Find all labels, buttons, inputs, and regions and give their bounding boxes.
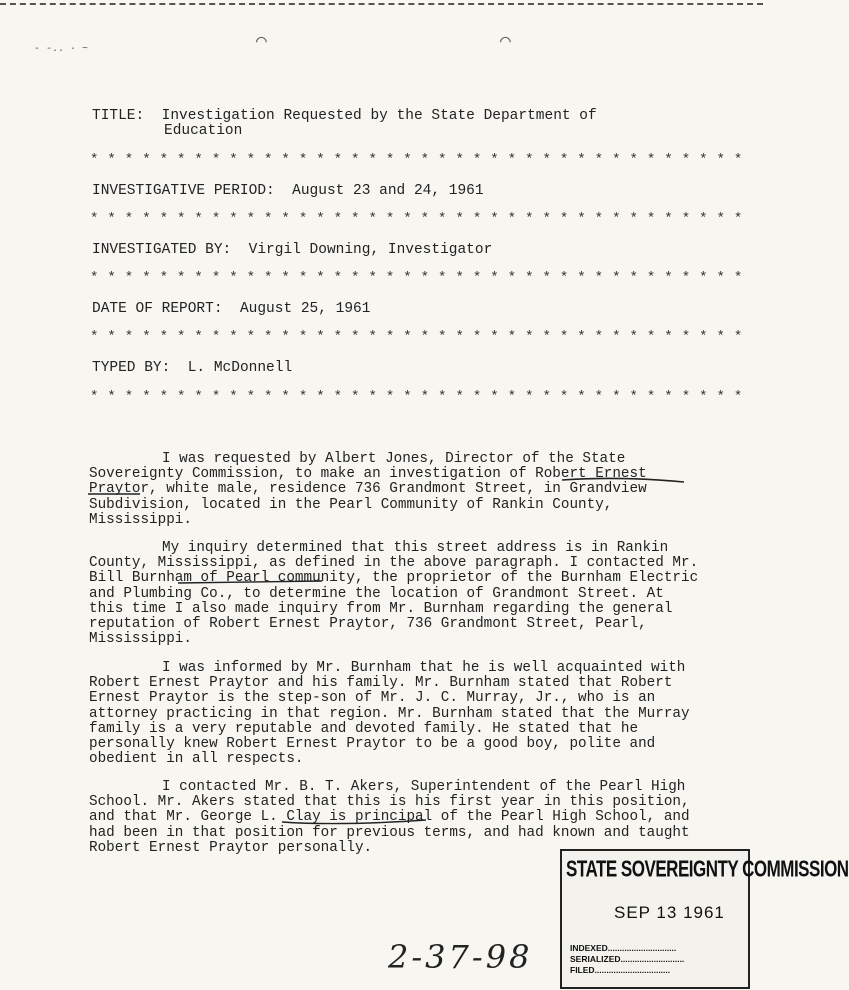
stamp-date: SEP 13 1961	[614, 903, 725, 922]
date-row	[92, 301, 370, 317]
commission-stamp	[560, 849, 849, 989]
paragraph-2	[89, 541, 699, 647]
stamp-indexed: INDEXED.............................	[570, 943, 677, 953]
investigated-label: INVESTIGATED BY:	[92, 242, 232, 258]
page-top-edge	[0, 3, 763, 5]
title-line-2: Education	[164, 123, 243, 139]
document-number: 2-37-98	[388, 938, 533, 976]
star-divider: * * * * * * * * * * * * * * * * * * * * * * * * * * * * * * * * * * * * * *	[90, 211, 743, 227]
paragraph-4-text: I contacted Mr. B. T. Akers, Superintendent of the Pearl High School. Mr. Akers stated that this is his first year in this position, and that Mr. George L. Clay is principal of the Pearl High School, and had been in that position for previous terms, and had known and taught Robert Ernest Praytor personally.	[89, 779, 690, 856]
paragraph-2-text: My inquiry determined that this street address is in Rankin County, Mississippi, as defined in the above paragraph. I contacted Mr. Bill Burnham of Pearl community, the proprietor of the Burnham Electric and Plumbing Co., to determine the location of Grandmont Street. At this time I also made inquiry from Mr. Burnham regarding the general reputation of Robert Ernest Praytor, 736 Grandmont Street, Pearl, Mississippi.	[89, 540, 699, 648]
stamp-serialized-label: SERIALIZED	[570, 954, 621, 964]
investigated-value: Virgil Downing, Investigator	[248, 242, 493, 258]
paragraph-3	[89, 661, 699, 767]
margin-mark: - -.. · ~	[34, 44, 89, 55]
typed-row	[92, 360, 292, 376]
punch-mark-right: ⌒	[500, 32, 511, 52]
date-label: DATE OF REPORT:	[92, 301, 223, 317]
star-divider: * * * * * * * * * * * * * * * * * * * * * * * * * * * * * * * * * * * * * *	[90, 152, 743, 168]
title-row	[92, 108, 597, 124]
stamp-indexed-label: INDEXED	[570, 943, 608, 953]
title-line-1: Investigation Requested by the State Department of	[161, 108, 597, 124]
period-value: August 23 and 24, 1961	[292, 183, 484, 199]
paragraph-3-text: I was informed by Mr. Burnham that he is well acquainted with Robert Ernest Praytor and his family. Mr. Burnham stated that Robert Ernest Praytor is the step-son of Mr. J. C. Murray, Jr., who is an attorney practicing in that region. Mr. Burnham stated that the Murray family is a very reputable and devoted family. He stated that he personally knew Robert Ernest Praytor to be a good boy, polite and obedient in all respects.	[89, 660, 690, 768]
star-divider: * * * * * * * * * * * * * * * * * * * * * * * * * * * * * * * * * * * * * *	[90, 389, 743, 405]
stamp-serialized: SERIALIZED...........................	[570, 954, 685, 964]
stamp-filed: FILED................................	[570, 965, 671, 975]
paragraph-4	[89, 780, 699, 856]
stamp-filed-label: FILED	[570, 965, 595, 975]
period-label: INVESTIGATIVE PERIOD:	[92, 183, 275, 199]
investigated-row	[92, 242, 492, 258]
stamp-title: STATE SOVEREIGNTY COMMISSION	[566, 856, 849, 882]
title-label: TITLE:	[92, 108, 145, 124]
punch-mark-left: ⌒	[256, 32, 267, 52]
star-divider: * * * * * * * * * * * * * * * * * * * * * * * * * * * * * * * * * * * * * *	[90, 270, 743, 286]
period-row	[92, 183, 484, 199]
typed-value: L. McDonnell	[187, 360, 293, 376]
paragraph-1-text: I was requested by Albert Jones, Director of the State Sovereignty Commission, to make an investigation of Robert Ernest Praytor, white male, residence 736 Grandmont Street, in Grandview Subdivision, located in the Pearl Community of Rankin County, Mississippi.	[89, 451, 647, 528]
paragraph-1	[89, 452, 699, 528]
date-value: August 25, 1961	[239, 301, 371, 317]
typed-label: TYPED BY:	[92, 360, 171, 376]
star-divider: * * * * * * * * * * * * * * * * * * * * * * * * * * * * * * * * * * * * * *	[90, 329, 743, 345]
